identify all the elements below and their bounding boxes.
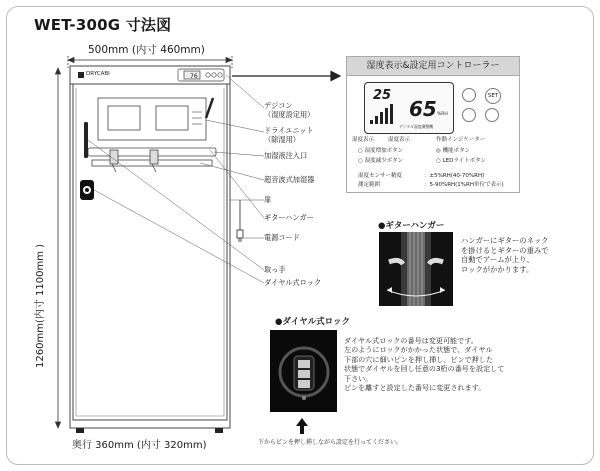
callout-humid-inlet: 加湿液注入口 bbox=[264, 151, 308, 160]
lcd-unit: %RH bbox=[437, 112, 448, 117]
up-button-icon[interactable] bbox=[462, 88, 476, 102]
callout-handle: 取っ手 bbox=[264, 265, 286, 274]
depth-dimension-label: 奥行 360mm (内寸 320mm) bbox=[72, 440, 207, 451]
callout-ultrasonic: 超音波式加湿器 bbox=[264, 175, 315, 184]
hanger-description bbox=[461, 236, 549, 275]
spec-value-range: ：5-90%RH(1%RH単位で表示) bbox=[424, 182, 504, 188]
up-arrow-icon bbox=[296, 418, 308, 434]
controller-ind-led-label: LEDライトボタン bbox=[442, 158, 487, 164]
cabinet-foot-left bbox=[76, 428, 84, 433]
hanger-heading: ●ギターハンガー bbox=[378, 221, 445, 231]
light-button-icon[interactable] bbox=[485, 108, 499, 122]
controller-title: 湿度表示&設定用コントローラー bbox=[366, 61, 500, 71]
controller-ind-led: ○ LEDライトボタン bbox=[436, 158, 487, 164]
lcd-small-label: デジタル湿度調整機 bbox=[399, 124, 433, 129]
lcd-humidity-value: 65 bbox=[409, 97, 437, 121]
lock-desc-line: 下さい。 bbox=[344, 373, 373, 383]
lock-description bbox=[344, 336, 504, 393]
controller-col-1: 湿度表示 bbox=[352, 137, 375, 143]
controller-btn-decrease: ○ 湿度減少ボタン bbox=[358, 158, 404, 164]
lock-desc-line: 左のようにロックがかかった状態で、ダイヤル bbox=[344, 345, 493, 355]
brand-logo-mark bbox=[78, 72, 84, 78]
brand-label: DRYCABI bbox=[86, 71, 110, 77]
cabinet-handle bbox=[84, 122, 88, 158]
power-cord bbox=[237, 200, 243, 242]
callout-hanger: ギターハンガー bbox=[264, 213, 314, 222]
cabinet-foot-right bbox=[215, 428, 223, 433]
controller-btn-increase: ○ 湿度増加ボタン bbox=[358, 148, 404, 154]
callout-digicon-line1: デジコン bbox=[264, 101, 293, 110]
lock-heading: ●ダイヤル式ロック bbox=[275, 317, 350, 327]
callout-door: 扉 bbox=[264, 195, 272, 204]
controller-ind-function-label: 機能ボタン bbox=[442, 148, 471, 154]
controller-title-box bbox=[346, 56, 520, 76]
callout-dry-unit-line2: （除湿用） bbox=[264, 135, 300, 144]
callout-digicon bbox=[264, 101, 314, 119]
dial-lock-drawing bbox=[80, 180, 94, 200]
hanger-desc-line: ハンガーにギターのネック bbox=[461, 236, 549, 245]
lcd-temp-value: 25 bbox=[373, 88, 392, 103]
lcd-bar-graph bbox=[364, 82, 452, 132]
hanger-desc-line: 自動でアームが上り、 bbox=[461, 255, 534, 265]
dry-unit bbox=[98, 98, 206, 140]
digicon-panel bbox=[178, 69, 224, 81]
controller-arrow bbox=[232, 72, 340, 81]
callout-dry-unit-line1: ドライユニット bbox=[264, 126, 314, 135]
lock-desc-line: ダイヤル式ロックの番号は変更可能です。 bbox=[344, 336, 478, 345]
set-button[interactable]: SET bbox=[485, 88, 501, 104]
spec-label-accuracy: 湿度センサー精度 bbox=[358, 173, 403, 179]
down-button-icon[interactable] bbox=[462, 108, 476, 122]
lock-desc-line: 状態でダイヤルを回し任意の3桁の番号を設定して bbox=[344, 364, 505, 374]
callout-lock: ダイヤル式ロック bbox=[264, 278, 322, 287]
controller-col-2: 湿度表示 bbox=[388, 137, 411, 143]
svg-text:76: 76 bbox=[190, 73, 198, 80]
height-dimension-line bbox=[56, 68, 61, 428]
width-dimension-label: 500mm (内寸 460mm) bbox=[88, 44, 205, 56]
hanger-photo-graphic bbox=[379, 232, 453, 306]
lock-desc-line: 下部の穴に細いピンを押し挿し、ピンで押した bbox=[344, 354, 493, 364]
hanger-photo bbox=[379, 232, 453, 306]
hanger-desc-line: を掛けるとギターの重みで bbox=[461, 245, 549, 255]
controller-btn-decrease-label: 湿度減少ボタン bbox=[364, 158, 404, 164]
callout-dry-unit bbox=[264, 126, 314, 144]
hanger-desc-line: ロックがかかります。 bbox=[461, 264, 534, 274]
callout-digicon-line2: （湿度設定用） bbox=[264, 110, 315, 119]
lock-photo-graphic bbox=[270, 330, 337, 412]
page-title: WET-300G 寸法図 bbox=[34, 16, 172, 34]
spec-label-range: 測定範囲 bbox=[358, 182, 381, 188]
callout-power: 電源コード bbox=[264, 233, 300, 242]
controller-col-3: 作動インジケーター bbox=[436, 137, 486, 143]
lock-photo bbox=[270, 330, 337, 412]
lock-caption: 下からピンを押し挿しながら設定を行ってください。 bbox=[258, 439, 403, 446]
controller-btn-increase-label: 湿度増加ボタン bbox=[364, 148, 404, 154]
lock-desc-line: ピンを離すと設定した番号に変更されます。 bbox=[344, 383, 486, 393]
height-dimension-label: 1260mm(内寸 1100mm ) bbox=[35, 243, 46, 368]
spec-value-accuracy: ：±5%RH(40-70%RH) bbox=[424, 173, 485, 179]
controller-ind-function: ◎ 機能ボタン bbox=[436, 148, 471, 154]
